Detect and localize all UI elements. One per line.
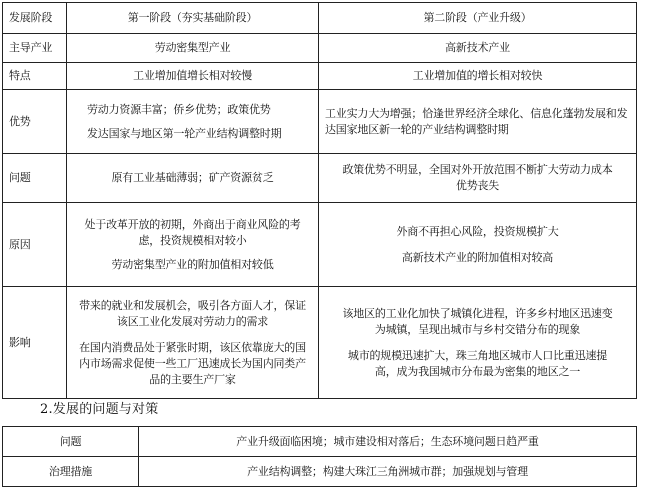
measures-actions-label: 治理措施: [3, 457, 139, 487]
advantages-phase1-line-2: 发达国家与地区第一轮产业结构调整时期: [87, 126, 282, 140]
impact-phase1-line-2: 在国内消费品处于紧张时期，该区依靠庞大的国内市场需求促使一些工厂迅速成长为国内同类产品的主要生产厂家: [79, 340, 306, 386]
impact-phase1-line-1: 带来的就业和发展机会，吸引各方面人才，保证该区工业化发展对劳动力的需求: [79, 298, 306, 328]
phase2-header-cell: 第二阶段（产业升级）: [319, 3, 637, 34]
features-phase1: 工业增加值增长相对较慢: [67, 63, 319, 90]
section-heading: 2.发展的问题与对策: [40, 402, 159, 417]
problems-label: 问题: [3, 154, 67, 203]
problems-measures-table: [2, 426, 637, 487]
advantages-phase2-cell: [319, 90, 637, 154]
reasons-phase1-cell: [67, 203, 319, 287]
leading-industry-phase2: 高新技术产业: [319, 34, 637, 63]
impact-phase2-line-2: 城市的规模迅速扩大，珠三角地区城市人口比重迅速提高，成为我国城市分布最为密集的地区之一: [347, 348, 608, 378]
impact-row: [3, 287, 637, 399]
measures-problems-label: 问题: [3, 427, 139, 457]
advantages-phase1-cell: [67, 90, 319, 154]
problems-row: [3, 154, 637, 203]
reasons-phase2-line-1: 外商不再担心风险，投资规模扩大: [396, 224, 559, 238]
reasons-row: [3, 203, 637, 287]
development-stages-table: [2, 2, 637, 399]
features-row: [3, 63, 637, 90]
reasons-phase1-line-2: 劳动密集型产业的附加值相对较低: [111, 257, 274, 271]
advantages-phase2-text: 工业实力大为增强；恰逢世界经济全球化、信息化蓬勃发展和发达国家地区新一轮的产业结构调整时期: [325, 106, 628, 136]
reasons-phase1-line-1: 处于改革开放的初期，外商出于商业风险的考虑，投资规模相对较小: [84, 217, 301, 247]
leading-industry-label: 主导产业: [3, 34, 67, 63]
measures-problems-row: [3, 427, 637, 457]
features-label: 特点: [3, 63, 67, 90]
leading-industry-row: [3, 34, 637, 63]
reasons-phase2-cell: [319, 203, 637, 287]
measures-actions-content: 产业结构调整；构建大珠江三角洲城市群；加强规划与管理: [139, 457, 637, 487]
problems-phase1: 原有工业基础薄弱；矿产资源贫乏: [67, 154, 319, 203]
reasons-label: 原因: [3, 203, 67, 287]
phase1-header-cell: 第一阶段（夯实基础阶段）: [67, 3, 319, 34]
impact-label: 影响: [3, 287, 67, 399]
leading-industry-phase1: 劳动密集型产业: [67, 34, 319, 63]
stage-header-cell: 发展阶段: [3, 3, 67, 34]
header-row: [3, 3, 637, 34]
reasons-phase2-line-2: 高新技术产业的附加值相对较高: [401, 250, 554, 264]
advantages-phase1-line-1: 劳动力资源丰富；侨乡优势；政策优势: [87, 102, 271, 116]
impact-phase2-line-1: 该地区的工业化加快了城镇化进程，许多乡村地区迅速变为城镇，呈现出城市与乡村交错分布的现象: [342, 306, 613, 336]
advantages-label: 优势: [3, 90, 67, 154]
impact-phase1-cell: [67, 287, 319, 399]
measures-actions-row: [3, 457, 637, 487]
advantages-row: [3, 90, 637, 154]
features-phase2: 工业增加值的增长相对较快: [319, 63, 637, 90]
problems-phase2: 政策优势不明显，全国对外开放范围不断扩大劳动力成本优势丧失: [319, 154, 637, 203]
measures-problems-content: 产业升级面临困境；城市建设相对落后；生态环境问题日趋严重: [139, 427, 637, 457]
impact-phase2-cell: [319, 287, 637, 399]
